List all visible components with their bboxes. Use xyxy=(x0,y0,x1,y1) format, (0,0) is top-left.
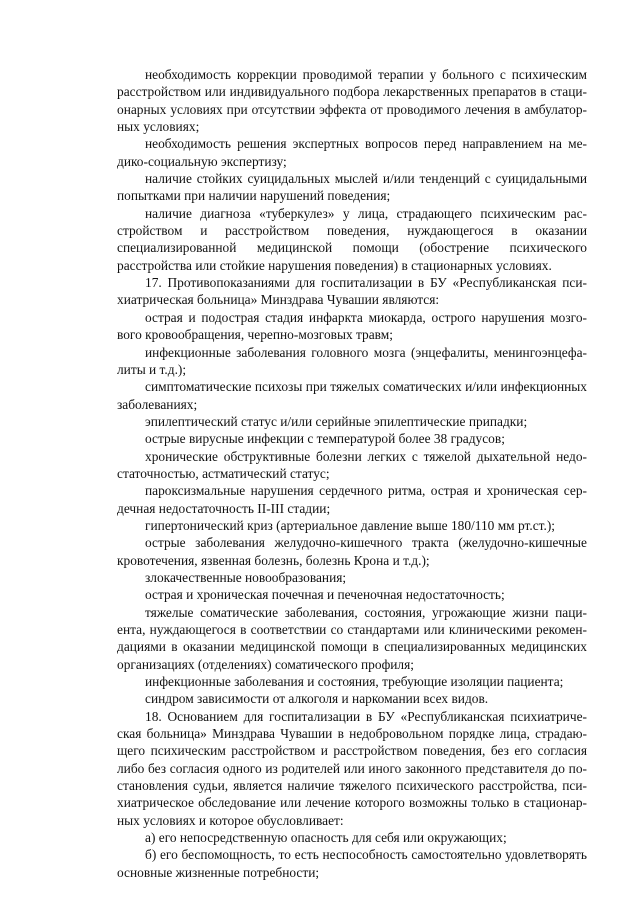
paragraph: наличие диагноза «туберкулез» у лица, страдающего психическим расстройством и расстройством поведения, нуждающегося в оказании специализированной медицинской помощи (обострение психического расстройства или стойкие нарушения поведения) в стационарных условиях. xyxy=(117,205,587,273)
paragraph: эпилептический статус и/или серийные эпилептические припадки; xyxy=(145,413,528,429)
paragraph: синдром зависимости от алкоголя и наркомании всех видов. xyxy=(145,691,489,707)
paragraph: острая и хроническая почечная и печеночная недостаточность; xyxy=(145,587,505,603)
paragraph: необходимость решения экспертных вопросов перед направлением на медико-социальную экспертизу; xyxy=(117,136,587,169)
paragraph-section-18: 18. Основанием для госпитализации в БУ «Республиканская психиатрическая больница» Минздрава Чувашии в недобровольном порядке лица, страдающего психическим расстройством и расстройством поведения, без его согласия либо без согласия одного из родителей или иного законного представителя до постановления судьи, является наличие тяжелого психического расстройства, психиатрическое обследование или лечение которого возможны только в стационарных условиях и которое обусловливает: xyxy=(117,708,587,828)
paragraph-section-17: 17. Противопоказаниями для госпитализации в БУ «Республиканская психиатрическая больница» Минздрава Чувашии являются: xyxy=(117,275,587,308)
paragraph: симптоматические психозы при тяжелых соматических и/или инфекционных заболеваниях; xyxy=(117,379,587,412)
paragraph: инфекционные заболевания и состояния, требующие изоляции пациента; xyxy=(145,674,564,690)
paragraph-item-a: а) его непосредственную опасность для себя или окружающих; xyxy=(145,830,507,846)
paragraph: острые вирусные инфекции с температурой более 38 градусов; xyxy=(145,431,505,447)
paragraph: хронические обструктивные болезни легких с тяжелой дыхательной недостаточностью, астматический статус; xyxy=(117,448,587,481)
document-page xyxy=(117,66,587,881)
paragraph: гипертонический криз (артериальное давление выше 180/110 мм рт.ст.); xyxy=(145,517,556,533)
paragraph: необходимость коррекции проводимой терапии у больного с психическим расстройством или индивидуального подбора лекарственных препаратов в стационарных условиях при отсутствии эффекта от проводимого лечения в амбулаторных условиях; xyxy=(117,67,587,135)
paragraph: наличие стойких суицидальных мыслей и/или тенденций с суицидальными попытками при наличии нарушений поведения; xyxy=(117,171,587,204)
paragraph: инфекционные заболевания головного мозга (энцефалиты, менингоэнцефалиты и т.д.); xyxy=(117,344,587,377)
paragraph: острая и подострая стадия инфаркта миокарда, острого нарушения мозгового кровообращения, черепно-мозговых травм; xyxy=(117,309,587,343)
paragraph-item-b: б) его беспомощность, то есть неспособность самостоятельно удовлетворять основные жизненные потребности; xyxy=(117,847,587,880)
paragraph: пароксизмальные нарушения сердечного ритма, острая и хроническая сердечная недостаточность II-III стадии; xyxy=(117,483,587,516)
paragraph: острые заболевания желудочно-кишечного тракта (желудочно-кишечные кровотечения, язвенная болезнь, болезнь Крона и т.д.); xyxy=(117,535,587,568)
paragraph: тяжелые соматические заболевания, состояния, угрожающие жизни пациента, нуждающегося в соответствии со стандартами или клиническими рекомендациями в оказании медицинской помощи в специализированных медицинских организациях (отделениях) соматического профиля; xyxy=(117,604,587,672)
paragraph: злокачественные новообразования; xyxy=(145,569,347,585)
